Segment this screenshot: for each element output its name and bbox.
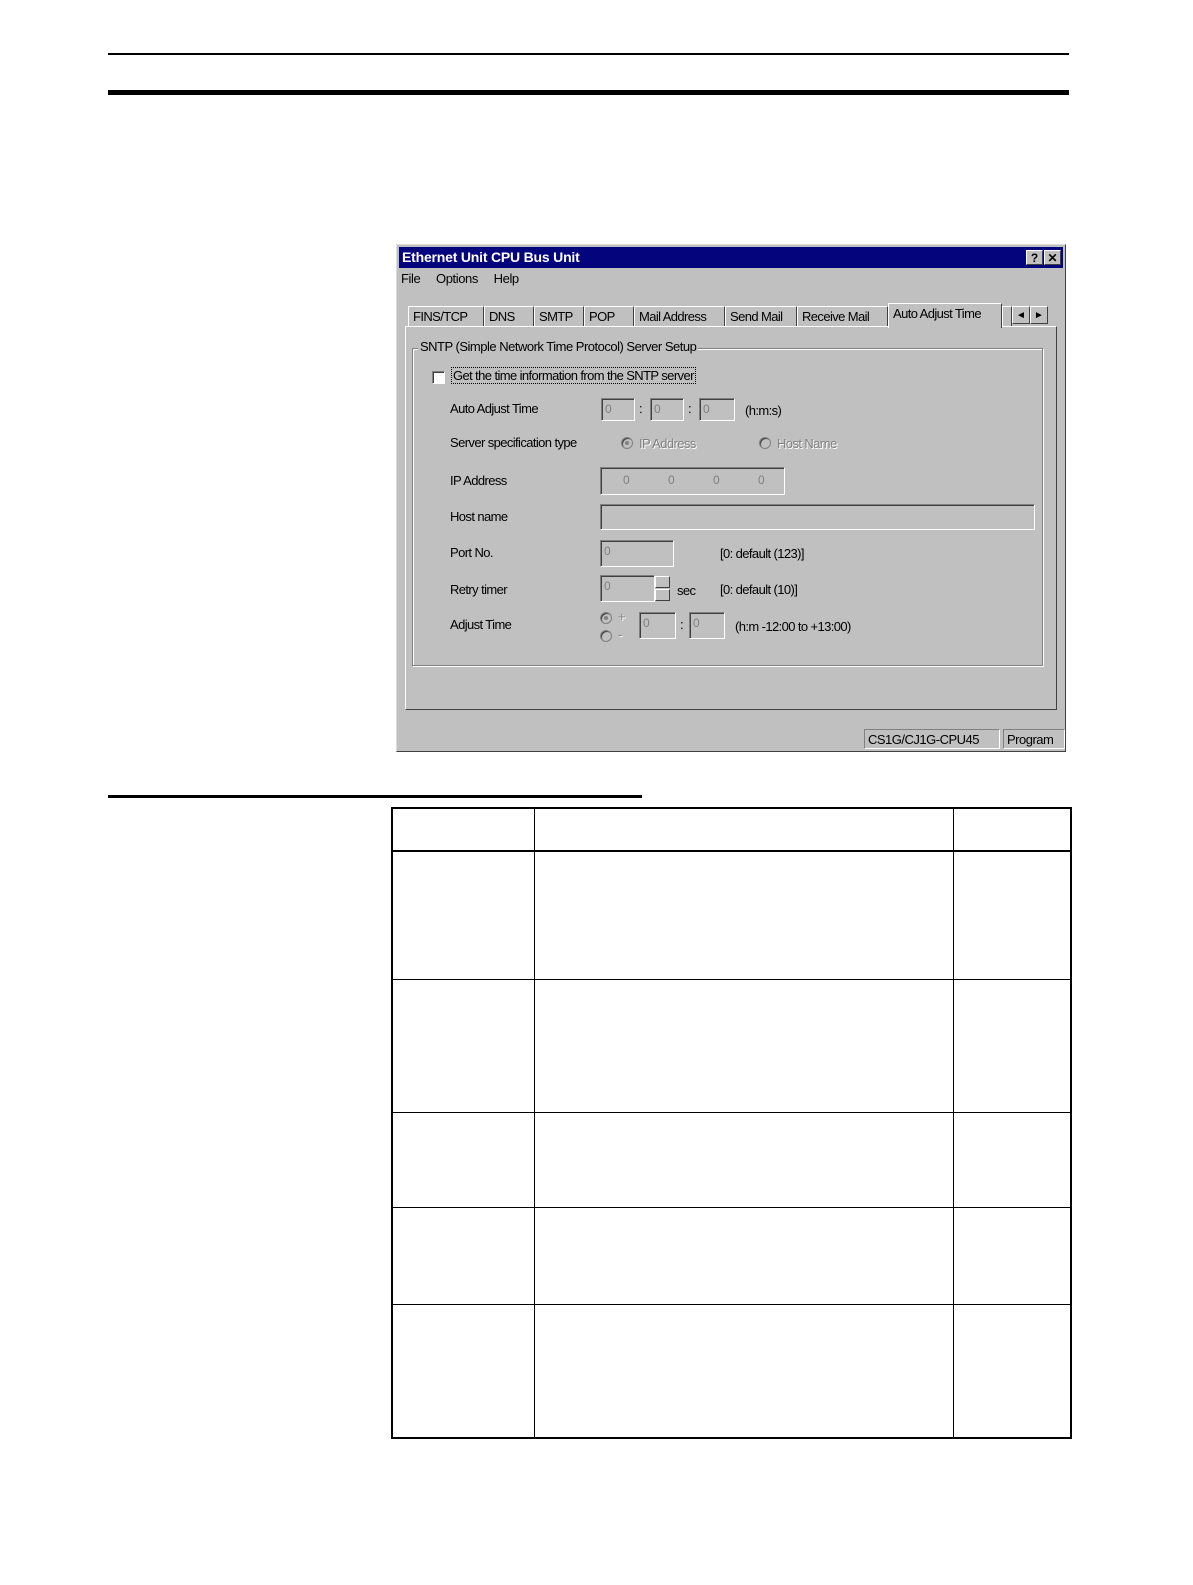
ip-address-radio[interactable] (621, 437, 633, 449)
menu-options[interactable]: Options (435, 271, 478, 286)
table-header-rule (393, 850, 1070, 852)
tab-smtp[interactable]: SMTP (534, 306, 584, 327)
status-mode: Program (1003, 729, 1065, 749)
sntp-checkbox[interactable] (432, 371, 445, 384)
tab-mail-address[interactable]: Mail Address (634, 306, 725, 327)
retry-up-icon[interactable] (655, 576, 670, 588)
ip-octet: 0 (623, 473, 630, 487)
ip-address-radio-label: IP Address (639, 436, 696, 451)
adjust-minute-input[interactable]: 0 (689, 612, 725, 639)
menu-file[interactable]: File (401, 271, 421, 286)
settings-window (396, 244, 1066, 752)
menu-help[interactable]: Help (493, 271, 519, 286)
help-button[interactable]: ? (1026, 250, 1043, 265)
retry-hint: [0: default (10)] (720, 582, 798, 597)
status-bar (399, 727, 1063, 749)
colon-sep: : (639, 401, 643, 416)
table-row-divider (393, 1112, 1070, 1113)
table-row-divider (393, 1207, 1070, 1208)
tab-dns[interactable]: DNS (484, 306, 534, 327)
tab-fins-tcp[interactable]: FINS/TCP (408, 306, 484, 327)
status-model: CS1G/CJ1G-CPU45 (864, 729, 1000, 749)
ip-octet: 0 (758, 473, 765, 487)
tab-send-mail[interactable]: Send Mail (725, 306, 797, 327)
adjust-hint: (h:m -12:00 to +13:00) (735, 619, 851, 634)
ip-octet: 0 (713, 473, 720, 487)
adjust-plus-label: + (618, 609, 625, 624)
tab-auto-adjust-time[interactable]: Auto Adjust Time (888, 303, 1002, 328)
section-rule (108, 795, 642, 798)
sntp-group-title: SNTP (Simple Network Time Protocol) Server Setup (420, 339, 697, 354)
header-rule-thick (108, 90, 1069, 95)
adjust-plus-radio[interactable] (600, 612, 612, 624)
host-name-label: Host name (450, 509, 508, 524)
retry-unit: sec (677, 583, 696, 598)
tab-overflow[interactable] (1002, 306, 1012, 327)
tab-scroll-left-icon[interactable]: ◄ (1012, 306, 1030, 324)
colon-sep: : (688, 401, 692, 416)
tab-scroll-right-icon[interactable]: ► (1030, 306, 1048, 324)
adjust-hour-input[interactable]: 0 (639, 612, 676, 639)
auto-adjust-label: Auto Adjust Time (450, 401, 538, 416)
table-row-divider (393, 1304, 1070, 1305)
auto-adjust-second-input[interactable]: 0 (699, 398, 735, 421)
ip-address-input[interactable] (600, 467, 785, 495)
retry-input[interactable]: 0 (600, 575, 655, 602)
colon-sep: : (680, 617, 684, 632)
table-column-divider (534, 809, 535, 1437)
close-button[interactable]: ✕ (1044, 250, 1061, 265)
table-column-divider (953, 809, 954, 1437)
header-rule (108, 53, 1069, 55)
adjust-minus-label: - (618, 627, 622, 642)
table-row-divider (393, 979, 1070, 980)
server-type-label: Server specification type (450, 435, 577, 450)
host-name-radio-label: Host Name (777, 436, 837, 451)
auto-adjust-unit: (h:m:s) (745, 403, 782, 418)
title-bar (399, 247, 1063, 268)
tab-receive-mail[interactable]: Receive Mail (797, 306, 888, 327)
sntp-checkbox-label: Get the time information from the SNTP server (453, 368, 694, 383)
port-hint: [0: default (123)] (720, 546, 804, 561)
port-label: Port No. (450, 545, 493, 560)
tab-pop[interactable]: POP (584, 306, 634, 327)
port-input[interactable]: 0 (600, 540, 674, 567)
retry-down-icon[interactable] (655, 589, 670, 601)
retry-label: Retry timer (450, 582, 507, 597)
auto-adjust-hour-input[interactable]: 0 (601, 398, 635, 421)
window-title: Ethernet Unit CPU Bus Unit (402, 249, 580, 265)
ip-octet: 0 (668, 473, 675, 487)
settings-table (391, 807, 1072, 1439)
host-name-input[interactable] (600, 504, 1035, 530)
adjust-time-label: Adjust Time (450, 617, 512, 632)
auto-adjust-minute-input[interactable]: 0 (650, 398, 684, 421)
adjust-minus-radio[interactable] (600, 630, 612, 642)
ip-address-label: IP Address (450, 473, 507, 488)
host-name-radio[interactable] (759, 437, 771, 449)
menu-bar (401, 271, 531, 291)
